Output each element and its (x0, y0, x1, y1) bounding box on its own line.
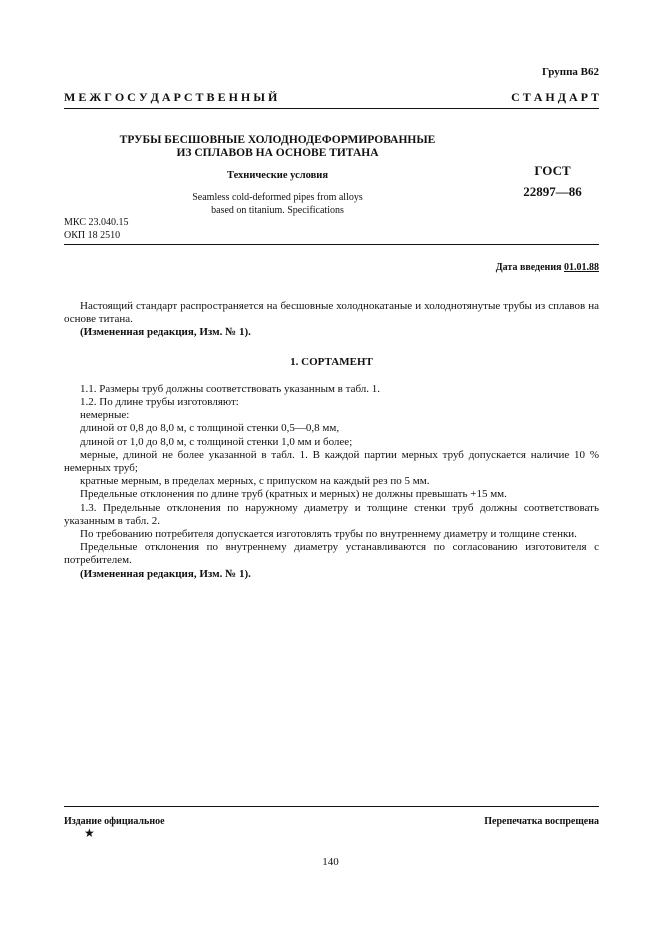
title-line-1: ТРУБЫ БЕСШОВНЫЕ ХОЛОДНОДЕФОРМИРОВАННЫЕ (119, 134, 436, 146)
gost-designation (510, 160, 595, 202)
page-number: 140 (322, 856, 339, 868)
paragraph-1-1: 1.1. Размеры труб должны соответствовать указанным в табл. 1. (80, 382, 381, 395)
codes-rule (64, 244, 599, 245)
date-value: 01.01.88 (564, 262, 599, 273)
mks-code: МКС 23.040.15 (64, 217, 129, 228)
gost-number: 22897—86 (523, 184, 582, 199)
paragraph-1-3: 1.3. Предельные отклонения по наружному диаметру и толщине стенки труб должны соответствовать указанным в табл. 2. (64, 501, 599, 527)
group-code: Группа В62 (541, 66, 599, 78)
star-icon: ★ (84, 826, 95, 840)
revision-note-1: (Измененная редакция, Изм. № 1). (80, 326, 251, 339)
paragraph-multiple: кратные мерным, в пределах мерных, с припуском на каждый рез по 5 мм. (80, 475, 430, 488)
english-line-1: Seamless cold-deformed pipes from alloys (192, 192, 363, 203)
document-body (64, 300, 599, 581)
header-rule (64, 108, 599, 109)
paragraph-inner-diameter: Предельные отклонения по внутреннему диаметру устанавливаются по согласованию изготовителя с потребителем. (64, 541, 599, 567)
paragraph-length-tolerance: Предельные отклонения по длине труб (кратных и мерных) не должны превышать +15 мм. (80, 488, 507, 501)
paragraph-1-2: 1.2. По длине трубы изготовляют: (80, 396, 239, 409)
footer-rule (64, 806, 599, 807)
date-label: Дата введения (495, 262, 562, 273)
introduction-date (496, 262, 599, 273)
paragraph-length-1: длиной от 0,8 до 8,0 м, с толщиной стенки 0,5—0,8 мм, (80, 422, 340, 435)
paragraph-unmeasured: немерные: (80, 409, 130, 422)
standard-banner (64, 90, 599, 105)
reprint-prohibited: Перепечатка воспрещена (484, 816, 599, 827)
banner-word-interstate: М Е Ж Г О С У Д А Р С Т В Е Н Н Ы Й (64, 90, 278, 104)
paragraph-measured: мерные, длиной не более указанной в табл. 1. В каждой партии мерных труб допускается наличие 10 % немерных труб; (64, 448, 599, 475)
official-edition: Издание официальное (64, 816, 165, 827)
title-line-2: ИЗ СПЛАВОВ НА ОСНОВЕ ТИТАНА (176, 147, 379, 159)
english-line-2: based on titanium. Specifications (211, 205, 344, 216)
gost-label: ГОСТ (534, 163, 571, 178)
paragraph-length-2: длиной от 1,0 до 8,0 м, с толщиной стенки 1,0 мм и более; (80, 435, 353, 448)
section-heading: 1. СОРТАМЕНТ (290, 355, 373, 368)
revision-note-2: (Измененная редакция, Изм. № 1). (80, 567, 251, 580)
banner-word-standard: С Т А Н Д А Р Т (511, 90, 599, 104)
subtitle: Технические условия (226, 170, 329, 181)
classification-codes (64, 216, 128, 242)
english-title (95, 191, 460, 217)
okp-code: ОКП 18 2510 (64, 230, 121, 241)
intro-paragraph: Настоящий стандарт распространяется на бесшовные холоднокатаные и холоднотянутые трубы из сплавов на основе титана. (64, 300, 599, 326)
title-block (95, 134, 460, 217)
paragraph-consumer-request: По требованию потребителя допускается изготовлять трубы по внутреннему диаметру и толщине стенки. (80, 528, 577, 541)
